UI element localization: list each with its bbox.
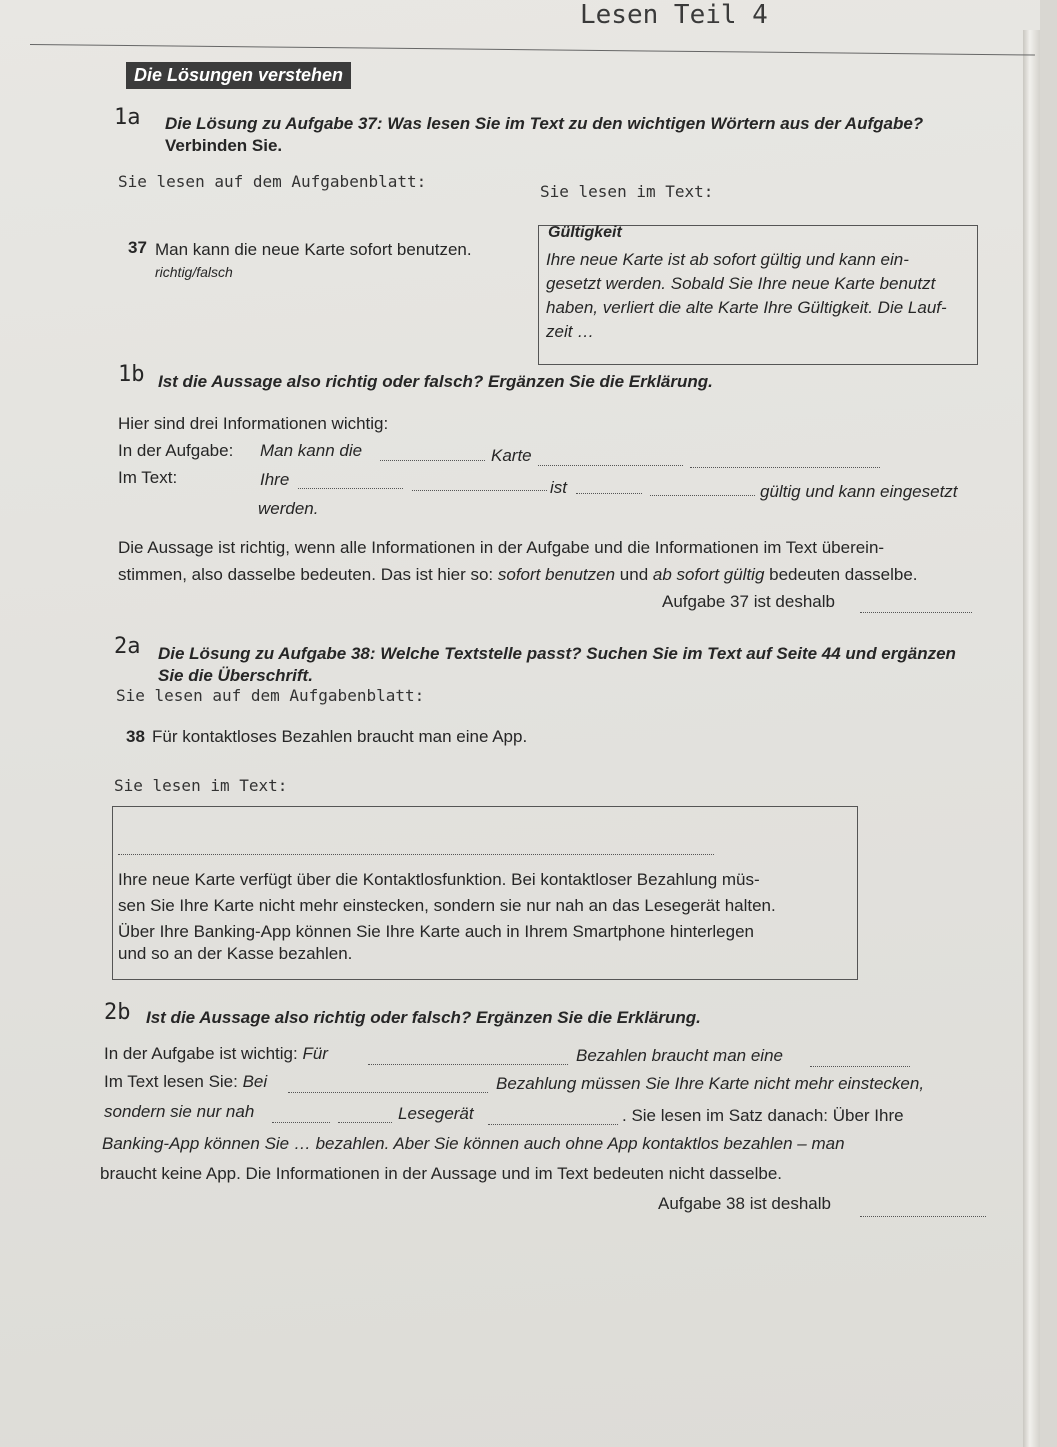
task-2b-line2 [104,1072,267,1092]
task-2b-l1-c: Bezahlen braucht man eine [576,1046,783,1065]
task-1a-instruction-2: Verbinden Sie. [165,136,283,155]
task-2b-l3-a: sondern sie nur nah [104,1102,255,1121]
task-2a-right-label: Sie lesen im Text: [114,776,288,795]
task-1b-paragraph-line2 [118,565,918,585]
blank-field[interactable] [380,446,485,461]
text-excerpt-1-line: haben, verliert die alte Karte Ihre Gültigkeit. Die Lauf- [546,298,947,317]
task-2b-l3-b: Lesegerät [398,1104,474,1123]
task-1b-row2-d: werden. [258,499,319,518]
para2-d: ab sofort gültig [652,565,765,584]
page-header-title: Lesen Teil 4 [580,0,768,30]
task-1b-conclusion: Aufgabe 37 ist deshalb [662,592,835,611]
task-2a-instruction-2: Sie die Überschrift. [158,666,313,685]
task-2b-conclusion: Aufgabe 38 ist deshalb [658,1194,831,1213]
l2-a: Im Text lesen Sie: [104,1072,243,1091]
heading-answer-blank[interactable] [118,840,714,855]
blank-field[interactable] [576,479,642,494]
blank-field[interactable] [412,476,547,491]
blank-field[interactable] [538,451,683,466]
task-2a-left-label: Sie lesen auf dem Aufgabenblatt: [116,686,425,705]
task-2b-number: 2b [104,1000,131,1025]
task-1b-row1-label: In der Aufgabe: [118,441,234,460]
blank-field[interactable] [298,474,403,489]
para2-b: sofort benutzen [497,565,616,584]
task-2b-line1 [104,1044,328,1064]
para2-a: stimmen, also dasselbe bedeuten. Das ist hier so: [118,565,498,584]
text-excerpt-1-line: zeit … [546,322,595,341]
para2-e: bedeuten dasselbe. [764,565,918,584]
text-excerpt-2-line: Über Ihre Banking-App können Sie Ihre Karte auch in Ihrem Smartphone hinterlegen [118,922,754,941]
l1-b: Für [302,1044,328,1063]
task-1b-paragraph-line1: Die Aussage ist richtig, wenn alle Informationen in der Aufgabe und die Informationen im Text überein- [118,538,885,557]
task-2a-instruction: Die Lösung zu Aufgabe 38: Welche Textstelle passt? Suchen Sie im Text auf Seite 44 und ergänzen [158,644,956,663]
task-2b-instruction: Ist die Aussage also richtig oder falsch? Ergänzen Sie die Erklärung. [146,1008,701,1027]
task-2b-line5: braucht keine App. Die Informationen in der Aussage und im Text bedeuten nicht dasselbe. [100,1164,783,1183]
statement-37-options: richtig/falsch [155,264,233,280]
task-1b-row2-a: Ihre [260,470,290,489]
task-2b-l3-c: . Sie lesen im Satz danach: Über Ihre [622,1106,904,1125]
blank-field[interactable] [338,1108,392,1123]
blank-field[interactable] [272,1108,330,1123]
answer-blank-37[interactable] [860,598,972,613]
header-divider [30,44,1035,56]
task-1a-number: 1a [114,105,141,130]
l2-b: Bei [242,1072,268,1091]
text-excerpt-1-line: Ihre neue Karte ist ab sofort gültig und kann ein- [546,250,909,269]
task-1a-right-label: Sie lesen im Text: [540,182,714,201]
text-excerpt-box-1 [538,225,978,365]
task-1b-intro: Hier sind drei Informationen wichtig: [118,414,389,433]
task-2a-number: 2a [114,634,141,659]
l1-a: In der Aufgabe ist wichtig: [104,1044,303,1063]
statement-38-number: 38 [126,727,145,746]
blank-field[interactable] [650,481,755,496]
blank-field[interactable] [690,453,880,468]
statement-37-text: Man kann die neue Karte sofort benutzen. [155,240,472,259]
para2-c: und [615,565,653,584]
statement-38-text: Für kontaktloses Bezahlen braucht man eine App. [152,727,528,746]
task-1a-left-label: Sie lesen auf dem Aufgabenblatt: [118,172,427,191]
task-2b-line4: Banking-App können Sie … bezahlen. Aber Sie können auch ohne App kontaktlos bezahlen – man [102,1134,845,1153]
blank-field[interactable] [810,1052,910,1067]
task-1b-row2-label: Im Text: [118,468,178,487]
section-title: Die Lösungen verstehen [126,62,351,89]
task-1b-row1-a: Man kann die [260,441,363,460]
task-1b-row2-b: ist [550,478,567,497]
task-1b-row1-b: Karte [491,446,532,465]
answer-blank-38[interactable] [860,1202,986,1217]
task-1a-instruction: Die Lösung zu Aufgabe 37: Was lesen Sie im Text zu den wichtigen Wörtern aus der Aufgabe? [165,114,924,133]
blank-field[interactable] [288,1078,488,1093]
task-1b-number: 1b [118,362,145,387]
blank-field[interactable] [368,1050,568,1065]
task-1b-instruction: Ist die Aussage also richtig oder falsch? Ergänzen Sie die Erklärung. [158,372,713,391]
task-2b-l2-c: Bezahlung müssen Sie Ihre Karte nicht mehr einstecken, [496,1074,925,1093]
text-excerpt-1-title: Gültigkeit [548,224,622,241]
page-edge [1023,30,1040,1447]
text-excerpt-2-line: und so an der Kasse bezahlen. [118,944,353,963]
text-excerpt-2-line: Ihre neue Karte verfügt über die Kontaktlosfunktion. Bei kontaktloser Bezahlung müs- [118,870,760,889]
text-excerpt-2-line: sen Sie Ihre Karte nicht mehr einstecken, sondern sie nur nah an das Lesegerät halten. [118,896,776,915]
statement-37-number: 37 [128,238,147,257]
text-excerpt-1-line: gesetzt werden. Sobald Sie Ihre neue Karte benutzt [546,274,936,293]
task-1b-row2-c: gültig und kann eingesetzt [760,482,958,501]
blank-field[interactable] [488,1110,618,1125]
